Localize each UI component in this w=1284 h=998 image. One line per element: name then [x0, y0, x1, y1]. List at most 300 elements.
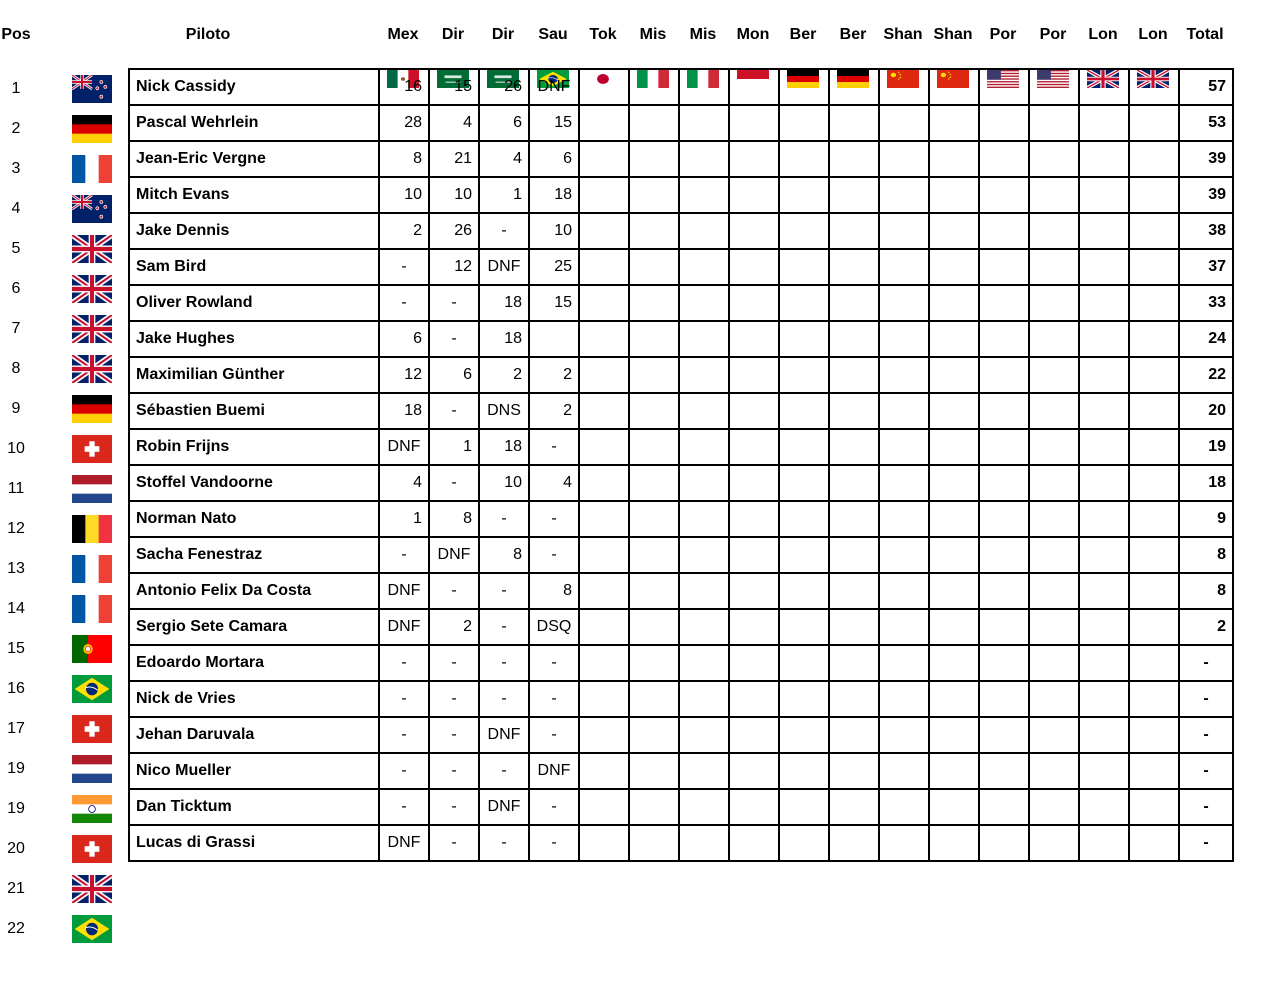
race-result-cell [879, 429, 929, 465]
race-result-cell [679, 321, 729, 357]
race-result-cell [1129, 321, 1179, 357]
race-result-cell [979, 357, 1029, 393]
race-result-cell [929, 465, 979, 501]
race-result-cell: 18 [479, 285, 529, 321]
belgium-flag-icon [72, 515, 112, 543]
race-result-cell [1129, 609, 1179, 645]
race-result-cell [829, 393, 879, 429]
race-result-cell [829, 825, 879, 861]
driver-name: Sam Bird [129, 249, 379, 285]
race-result-cell [1129, 537, 1179, 573]
race-result-cell [929, 573, 979, 609]
race-result-cell [579, 69, 629, 105]
race-result-cell [929, 69, 979, 105]
driver-name: Maximilian Günther [129, 357, 379, 393]
race-result-cell [979, 429, 1029, 465]
race-result-cell [629, 69, 679, 105]
race-result-cell [629, 717, 679, 753]
race-result-cell: - [429, 393, 479, 429]
race-result-cell [779, 393, 829, 429]
race-result-cell [1129, 501, 1179, 537]
driver-name: Lucas di Grassi [129, 825, 379, 861]
race-result-cell [1029, 105, 1079, 141]
race-result-cell [1129, 357, 1179, 393]
race-result-cell: 8 [429, 501, 479, 537]
race-result-cell [829, 645, 879, 681]
race-result-cell [829, 789, 879, 825]
race-result-cell [1079, 645, 1129, 681]
race-header [628, 26, 678, 44]
race-label: Shan [883, 26, 923, 43]
race-result-cell: 6 [379, 321, 429, 357]
race-result-cell [929, 825, 979, 861]
race-result-cell [1079, 357, 1129, 393]
race-result-cell [979, 321, 1029, 357]
race-label: Mis [689, 26, 717, 43]
driver-name: Robin Frijns [129, 429, 379, 465]
race-result-cell: - [529, 537, 579, 573]
race-label: Dir [491, 26, 515, 43]
race-result-cell: 6 [529, 141, 579, 177]
driver-name: Sergio Sete Camara [129, 609, 379, 645]
race-result-cell [929, 213, 979, 249]
race-result-cell: 2 [529, 393, 579, 429]
race-result-cell [679, 825, 729, 861]
race-result-cell [829, 609, 879, 645]
race-result-cell [1129, 681, 1179, 717]
race-result-cell [629, 321, 679, 357]
race-result-cell: 10 [379, 177, 429, 213]
race-result-cell [579, 789, 629, 825]
race-result-cell [729, 141, 779, 177]
race-result-cell: 10 [529, 213, 579, 249]
race-result-cell [879, 681, 929, 717]
race-result-cell [879, 285, 929, 321]
race-result-cell [1129, 249, 1179, 285]
race-result-cell [679, 681, 729, 717]
race-result-cell [529, 321, 579, 357]
race-result-cell [1029, 789, 1079, 825]
race-result-cell [879, 789, 929, 825]
driver-name: Edoardo Mortara [129, 645, 379, 681]
race-result-cell [1079, 393, 1129, 429]
race-result-cell [1029, 645, 1079, 681]
race-result-cell [729, 213, 779, 249]
race-result-cell: 16 [379, 69, 429, 105]
race-result-cell: - [479, 645, 529, 681]
race-result-cell: DNF [379, 573, 429, 609]
race-result-cell [679, 717, 729, 753]
race-result-cell: - [479, 213, 529, 249]
table-row [129, 357, 1233, 393]
race-result-cell [1029, 357, 1079, 393]
race-result-cell: 2 [379, 213, 429, 249]
race-result-cell: DNF [529, 753, 579, 789]
table-row [129, 753, 1233, 789]
position-number: 4 [11, 200, 21, 217]
position-number: 5 [11, 240, 21, 257]
total-header: Total [1186, 26, 1224, 43]
race-result-cell [1129, 141, 1179, 177]
race-result-cell: 1 [479, 177, 529, 213]
race-result-cell: - [429, 753, 479, 789]
position-number: 20 [7, 840, 25, 857]
race-result-cell: - [429, 717, 479, 753]
race-result-cell [679, 501, 729, 537]
race-result-cell: - [379, 537, 429, 573]
race-result-cell [629, 105, 679, 141]
race-result-cell [1029, 753, 1079, 789]
race-result-cell: - [529, 681, 579, 717]
position-number: 21 [7, 880, 25, 897]
table-row [129, 645, 1233, 681]
uk-flag-icon [72, 355, 112, 383]
race-result-cell [779, 429, 829, 465]
driver-name: Nick de Vries [129, 681, 379, 717]
race-result-cell [729, 249, 779, 285]
race-result-cell [929, 141, 979, 177]
race-result-cell: - [379, 789, 429, 825]
race-result-cell [829, 285, 879, 321]
total-points: - [1179, 717, 1233, 753]
race-result-cell [729, 681, 779, 717]
race-result-cell [1029, 609, 1079, 645]
total-points: 57 [1179, 69, 1233, 105]
race-result-cell: - [429, 573, 479, 609]
switzerland-flag-icon [72, 835, 112, 863]
race-result-cell [929, 429, 979, 465]
position-number: 13 [7, 560, 25, 577]
race-header [978, 26, 1028, 44]
race-result-cell [1029, 177, 1079, 213]
race-result-cell [979, 681, 1029, 717]
race-result-cell [929, 537, 979, 573]
race-result-cell: - [429, 789, 479, 825]
total-points: 22 [1179, 357, 1233, 393]
total-points: 19 [1179, 429, 1233, 465]
race-result-cell [829, 753, 879, 789]
race-result-cell: 15 [429, 69, 479, 105]
race-result-cell [1079, 753, 1129, 789]
race-result-cell [979, 105, 1029, 141]
driver-name: Jake Hughes [129, 321, 379, 357]
race-result-cell [779, 717, 829, 753]
race-result-cell [579, 681, 629, 717]
table-row [129, 717, 1233, 753]
race-result-cell [929, 501, 979, 537]
race-result-cell [1129, 393, 1179, 429]
race-result-cell [679, 645, 729, 681]
race-result-cell [1079, 501, 1129, 537]
driver-name: Jean-Eric Vergne [129, 141, 379, 177]
race-result-cell [629, 465, 679, 501]
race-result-cell: 18 [479, 321, 529, 357]
race-result-cell: - [529, 501, 579, 537]
position-number: 2 [11, 120, 21, 137]
race-result-cell [929, 393, 979, 429]
race-result-cell [1129, 213, 1179, 249]
race-result-cell [729, 825, 779, 861]
race-result-cell [829, 105, 879, 141]
total-points: 8 [1179, 537, 1233, 573]
race-result-cell [929, 105, 979, 141]
race-result-cell [779, 213, 829, 249]
race-result-cell: - [529, 645, 579, 681]
race-result-cell [1079, 573, 1129, 609]
race-result-cell: DSQ [529, 609, 579, 645]
race-result-cell [679, 177, 729, 213]
race-result-cell: 2 [529, 357, 579, 393]
race-result-cell [1029, 465, 1079, 501]
race-result-cell [679, 285, 729, 321]
total-points: - [1179, 825, 1233, 861]
race-result-cell [729, 465, 779, 501]
race-result-cell [579, 573, 629, 609]
race-result-cell [879, 69, 929, 105]
race-result-cell [829, 537, 879, 573]
france-flag-icon [72, 555, 112, 583]
race-result-cell: DNF [529, 69, 579, 105]
brazil-flag-icon [72, 915, 112, 943]
race-result-cell: - [379, 681, 429, 717]
race-result-cell: DNF [379, 825, 429, 861]
race-result-cell [679, 429, 729, 465]
race-result-cell [629, 285, 679, 321]
table-row [129, 537, 1233, 573]
race-result-cell [679, 213, 729, 249]
race-label: Por [989, 26, 1017, 43]
race-label: Mon [736, 26, 770, 43]
race-header [528, 26, 578, 44]
race-result-cell [729, 609, 779, 645]
portugal-flag-icon [72, 635, 112, 663]
race-result-cell [779, 141, 829, 177]
driver-name: Sacha Fenestraz [129, 537, 379, 573]
race-result-cell [1079, 681, 1129, 717]
india-flag-icon [72, 795, 112, 823]
race-result-cell: 6 [479, 105, 529, 141]
race-result-cell [729, 789, 779, 825]
germany-flag-icon [72, 115, 112, 143]
race-header [1128, 26, 1178, 44]
race-result-cell [629, 141, 679, 177]
race-result-cell [829, 357, 879, 393]
total-points: 37 [1179, 249, 1233, 285]
race-result-cell [679, 69, 729, 105]
race-result-cell [1029, 717, 1079, 753]
position-number: 16 [7, 680, 25, 697]
table-row [129, 501, 1233, 537]
race-result-cell [829, 429, 879, 465]
driver-name: Nick Cassidy [129, 69, 379, 105]
table-row [129, 825, 1233, 861]
race-result-cell: DNS [479, 393, 529, 429]
race-result-cell [1079, 465, 1129, 501]
race-result-cell [1129, 105, 1179, 141]
race-header [778, 26, 828, 44]
race-result-cell [829, 213, 879, 249]
race-result-cell [879, 249, 929, 285]
race-result-cell [679, 753, 729, 789]
race-result-cell [829, 69, 879, 105]
race-result-cell [879, 501, 929, 537]
race-result-cell: - [479, 609, 529, 645]
total-points: 18 [1179, 465, 1233, 501]
race-result-cell [779, 789, 829, 825]
table-row [129, 681, 1233, 717]
race-result-cell [979, 573, 1029, 609]
race-result-cell: 18 [479, 429, 529, 465]
race-result-cell: - [529, 825, 579, 861]
total-points: 38 [1179, 213, 1233, 249]
race-result-cell [1079, 429, 1129, 465]
race-result-cell [929, 177, 979, 213]
race-result-cell [729, 357, 779, 393]
race-result-cell [729, 501, 779, 537]
race-result-cell: 25 [529, 249, 579, 285]
race-result-cell [1079, 609, 1129, 645]
race-result-cell [779, 609, 829, 645]
race-result-cell [1029, 501, 1079, 537]
race-result-cell [929, 285, 979, 321]
race-result-cell: - [429, 465, 479, 501]
race-result-cell [629, 249, 679, 285]
table-row [129, 69, 1233, 105]
race-result-cell [779, 321, 829, 357]
total-points: - [1179, 645, 1233, 681]
total-points: - [1179, 789, 1233, 825]
race-result-cell [979, 177, 1029, 213]
race-result-cell [879, 717, 929, 753]
race-result-cell [779, 825, 829, 861]
race-result-cell [579, 645, 629, 681]
race-result-cell [1129, 69, 1179, 105]
race-result-cell [679, 249, 729, 285]
race-result-cell [1079, 789, 1129, 825]
race-result-cell [979, 213, 1029, 249]
race-result-cell [1079, 177, 1129, 213]
race-result-cell: 4 [529, 465, 579, 501]
race-result-cell: - [479, 825, 529, 861]
position-number: 11 [7, 480, 25, 497]
race-result-cell [879, 753, 929, 789]
race-result-cell [1029, 393, 1079, 429]
race-result-cell [979, 645, 1029, 681]
race-header [1028, 26, 1078, 44]
race-result-cell: - [479, 681, 529, 717]
race-result-cell [979, 501, 1029, 537]
france-flag-icon [72, 595, 112, 623]
position-number: 9 [11, 400, 21, 417]
standings-table [128, 68, 1234, 862]
race-result-cell [679, 789, 729, 825]
france-flag-icon [72, 155, 112, 183]
race-result-cell [579, 753, 629, 789]
race-result-cell [679, 465, 729, 501]
total-points: 24 [1179, 321, 1233, 357]
position-number: 19 [7, 800, 25, 817]
race-result-cell [929, 249, 979, 285]
race-result-cell [1129, 717, 1179, 753]
race-result-cell [979, 789, 1029, 825]
race-result-cell [879, 393, 929, 429]
race-label: Shan [933, 26, 973, 43]
netherlands-flag-icon [72, 475, 112, 503]
race-result-cell [779, 105, 829, 141]
race-result-cell [1129, 825, 1179, 861]
race-label: Dir [441, 26, 465, 43]
race-result-cell: 28 [379, 105, 429, 141]
race-result-cell [979, 609, 1029, 645]
race-result-cell [779, 357, 829, 393]
position-number: 19 [7, 760, 25, 777]
race-result-cell [929, 357, 979, 393]
race-result-cell [1029, 573, 1079, 609]
driver-name: Pascal Wehrlein [129, 105, 379, 141]
race-result-cell [579, 249, 629, 285]
driver-name: Antonio Felix Da Costa [129, 573, 379, 609]
total-points: 39 [1179, 141, 1233, 177]
race-result-cell [579, 285, 629, 321]
race-header [578, 26, 628, 44]
race-result-cell [779, 177, 829, 213]
race-header [1078, 26, 1128, 44]
table-row [129, 213, 1233, 249]
race-result-cell: 4 [479, 141, 529, 177]
race-result-cell [879, 321, 929, 357]
race-result-cell [629, 357, 679, 393]
race-result-cell: - [479, 501, 529, 537]
race-result-cell [929, 645, 979, 681]
total-points: 8 [1179, 573, 1233, 609]
driver-name: Jehan Daruvala [129, 717, 379, 753]
race-result-cell [929, 789, 979, 825]
race-result-cell: 2 [479, 357, 529, 393]
race-result-cell [1079, 105, 1129, 141]
race-result-cell [579, 393, 629, 429]
driver-name: Mitch Evans [129, 177, 379, 213]
position-number: 12 [7, 520, 25, 537]
table-row [129, 573, 1233, 609]
race-result-cell [1129, 573, 1179, 609]
race-label: Lon [1138, 26, 1168, 43]
race-result-cell: - [529, 717, 579, 753]
race-result-cell [929, 681, 979, 717]
table-row [129, 321, 1233, 357]
driver-name: Dan Ticktum [129, 789, 379, 825]
switzerland-flag-icon [72, 715, 112, 743]
race-result-cell [779, 465, 829, 501]
race-result-cell [579, 465, 629, 501]
race-result-cell [1029, 321, 1079, 357]
race-result-cell [579, 429, 629, 465]
race-result-cell [1129, 285, 1179, 321]
driver-name: Oliver Rowland [129, 285, 379, 321]
race-result-cell [729, 105, 779, 141]
race-result-cell: DNF [379, 429, 429, 465]
race-result-cell [579, 105, 629, 141]
race-result-cell [629, 501, 679, 537]
race-result-cell [629, 753, 679, 789]
race-result-cell [729, 645, 779, 681]
race-result-cell [1029, 825, 1079, 861]
race-label: Ber [789, 26, 817, 43]
race-result-cell [1079, 249, 1129, 285]
table-row [129, 285, 1233, 321]
race-result-cell: 12 [379, 357, 429, 393]
race-result-cell [679, 537, 729, 573]
race-result-cell [1029, 141, 1079, 177]
